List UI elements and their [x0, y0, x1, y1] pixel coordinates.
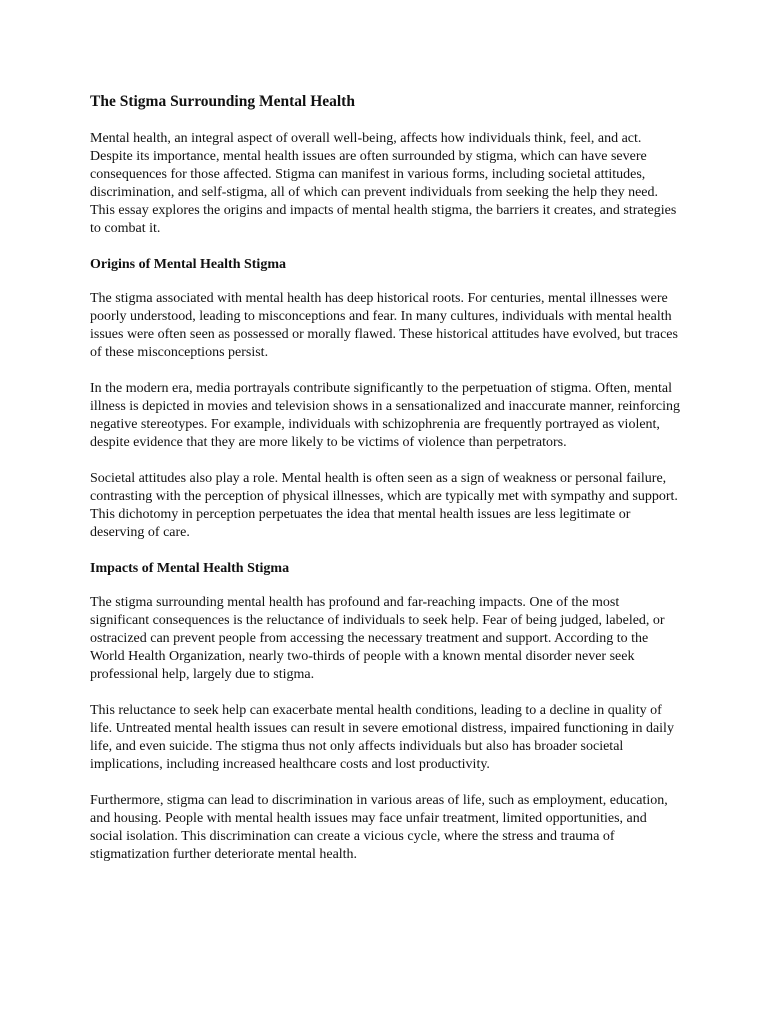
paragraph: This reluctance to seek help can exacerbate mental health conditions, leading to a decline in quality of life. Untreated mental health issues can result in severe emotional distress, impaired functioning in daily life, and even suicide. The stigma thus not only affects individuals but also has broader societal implications, including increased healthcare costs and lost productivity. — [90, 703, 674, 772]
document-title: The Stigma Surrounding Mental Health — [90, 93, 355, 110]
section-heading-impacts: Impacts of Mental Health Stigma — [90, 561, 290, 576]
document-body — [90, 92, 680, 882]
paragraph: The stigma surrounding mental health has profound and far-reaching impacts. One of the most significant consequences is the reluctance of individuals to seek help. Fear of being judged, labeled, or ostracized can prevent people from accessing the necessary treatment and support. According to the World Health Organization, nearly two-thirds of people with a known mental disorder never seek professional help, largely due to stigma. — [90, 595, 665, 682]
paragraph: The stigma associated with mental health has deep historical roots. For centuries, mental illnesses were poorly understood, leading to misconceptions and fear. In many cultures, individuals with mental health issues were often seen as possessed or morally flawed. These historical attitudes have evolved, but traces of these misconceptions persist. — [90, 291, 678, 360]
intro-paragraph: Mental health, an integral aspect of overall well-being, affects how individuals think, feel, and act. Despite its importance, mental health issues are often surrounded by stigma, which can have severe consequences for those affected. Stigma can manifest in various forms, including societal attitudes, discrimination, and self-stigma, all of which can prevent individuals from seeking the help they need. This essay explores the origins and impacts of mental health stigma, the barriers it creates, and strategies to combat it. — [90, 131, 677, 236]
paragraph: Societal attitudes also play a role. Mental health is often seen as a sign of weakness or personal failure, contrasting with the perception of physical illnesses, which are typically met with sympathy and support. This dichotomy in perception perpetuates the idea that mental health issues are less legitimate or deserving of care. — [90, 471, 678, 540]
section-heading-origins: Origins of Mental Health Stigma — [90, 257, 286, 272]
paragraph: In the modern era, media portrayals contribute significantly to the perpetuation of stigma. Often, mental illness is depicted in movies and television shows in a sensationalized and inaccurate manner, reinforcing negative stereotypes. For example, individuals with schizophrenia are frequently portrayed as violent, despite evidence that they are more likely to be victims of violence than perpetrators. — [90, 381, 680, 450]
paragraph: Furthermore, stigma can lead to discrimination in various areas of life, such as employment, education, and housing. People with mental health issues may face unfair treatment, limited opportunities, and social isolation. This discrimination can create a vicious cycle, where the stress and trauma of stigmatization further deteriorate mental health. — [90, 793, 668, 862]
